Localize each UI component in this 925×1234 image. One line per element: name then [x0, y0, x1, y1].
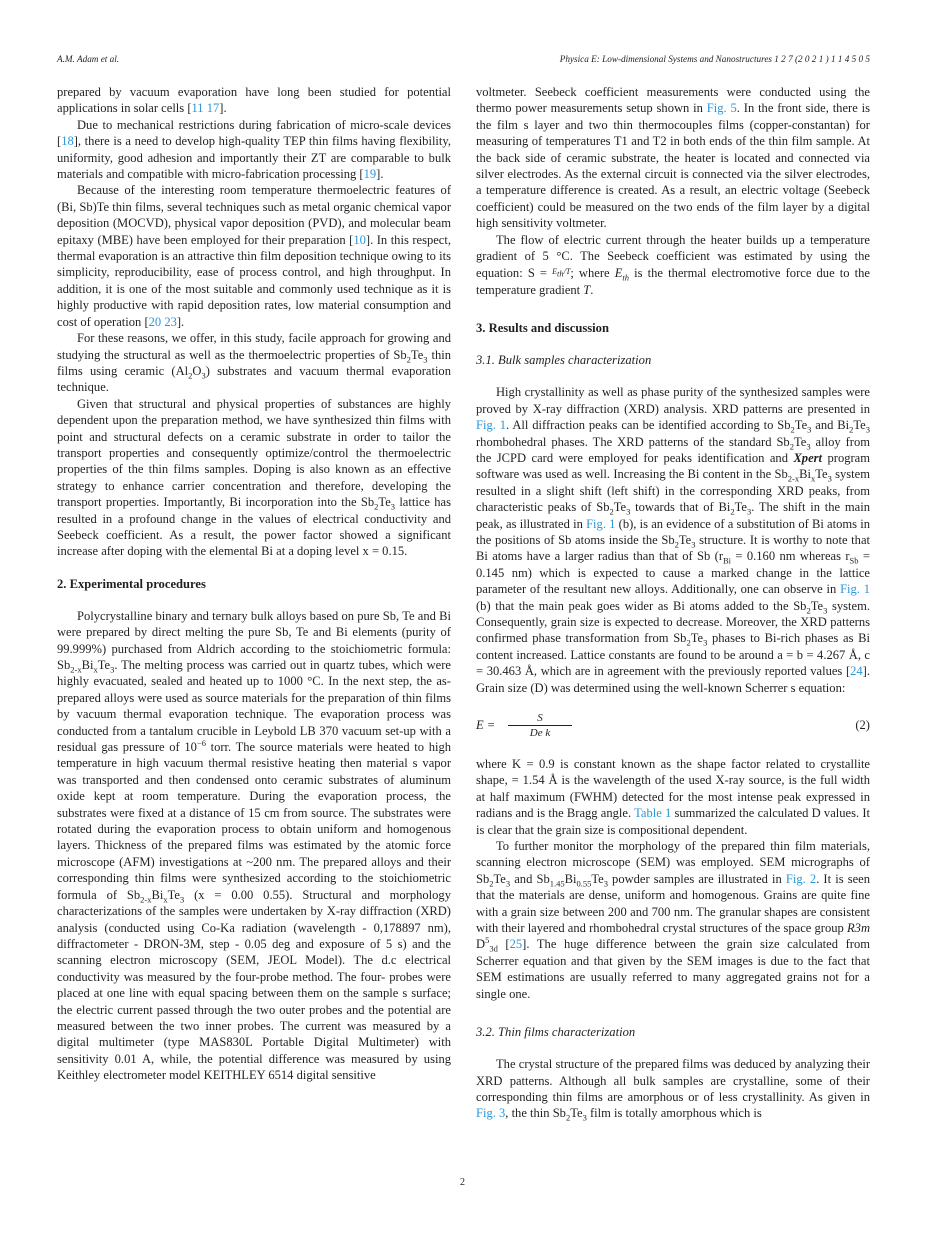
paragraph: Given that structural and physical properties of substances are highly dependent upon the preparation method, we have synthesized thin films with point and structural defects on a ceramic substrate in order to tailor the transport properties and consequently optimize/control the thermoelectric properties of the thin films samples. Doping is also known as an effective strategy to enhance carrier concentration and therefore, developing the transport properties. Importantly, Bi incorporation into the $Sb_2Te_3$ lattice has resulted in a profound change in the values of electrical conductivity and Seebeck coefficient. As a result, the power factor showed a significant increase after doping with the elemental Bi at a doping level x = 0.15.: [57, 396, 451, 559]
citation-link[interactable]: 10: [353, 232, 366, 247]
formula-al2o3: $Al_2O_3$: [175, 363, 206, 381]
formula-sb2te3: $Sb_2Te_3$: [661, 532, 696, 550]
running-header-authors: A.M. Adam et al.: [57, 54, 120, 64]
paragraph: Because of the interesting room temperature thermoelectric features of (Bi, Sb)Te thin films, several techniques such as metal organic chemical vapor deposition (MOCVD), physical vapor deposition (PVD), and molecular beam epitaxy (MBE) have been employed for their preparation [10]. In this respect, thermal evaporation is an attractive thin film deposition technique owing to its simplicity, reproducibility, ease of process control, and high throughput. In addition, it is one of the most suitable and commonly used technique as it is highly productive with rapid deposition rates, low material consumption and cost of operation [20 23].: [57, 183, 451, 329]
citation-link[interactable]: 20 23: [148, 314, 177, 329]
paragraph: The flow of electric current through the heater builds up a temperature gradient of 5 °C. The Seebeck coefficient was estimated by using the equation: S = $^{E_{th}/T}$; where $E_{th}$ is the thermal electromotive force due to the temperature gradient T.: [476, 232, 870, 297]
citation-link[interactable]: 18: [61, 134, 74, 149]
figure-link[interactable]: Fig. 1: [586, 516, 616, 531]
figure-link[interactable]: Fig. 3: [476, 1106, 506, 1121]
equation-fraction: [508, 711, 572, 740]
citation-link[interactable]: 24: [850, 664, 863, 679]
running-header-journal: Physica E: Low-dimensional Systems and Nanostructures 1 2 7 (2 0 2 1 ) 1 1 4 5 0 5: [559, 54, 870, 64]
section-heading: 3. Results and discussion: [476, 321, 609, 336]
section-heading: 2. Experimental procedures: [57, 576, 206, 591]
paragraph: Polycrystalline binary and ternary bulk alloys based on pure Sb, Te and Bi were prepared by direct melting the pure Sb, Te and Bi elements (purity of 99.999%) purchased from Aldrich according to the stoichiometric formula: $Sb_{2-x}Bi_xTe_3$. The melting process was carried out in quartz tubes, which were highly evacuated, sealed and heated up to 1000 °C. In the next step, the as-prepared alloys were used as source materials for the preparation of thin films by vacuum thermal evaporation technique. The evaporation process was conducted from a tantalum crucible in Leybold LB 370 vacuum set-up with a residual gas pressure of $10^{-6}$ torr. The source materials were heated to high temperature in high vacuum thermal resistive heating then material s vapor was transported and then condensed onto ceramic substrates of aluminum oxide kept at room temperature. During the evaporation process, the substrates were fixed at a distance of 15 cm from source. The substrates were rotated during the evaporation process to obtain uniform and homogenous layers. Thickness of the prepared films was estimated by the atomic force microscope (AFM) investigations at ~200 nm. The prepared alloys and their corresponding thin films were synthesized according to the stoichiometric formula of $Sb_{2-x}Bi_xTe_3$ (x = 0.00 0.55). Structural and morphology characterizations of the samples were undertaken by X-ray diffraction (XRD) analysis (conducted using Co-Ka radiation (wavelength - 0,178897 nm), diffractometer - DRON-3M, step - 0.05 deg and exposure of 5 s) and the scanning electron microscopy (SEM, JEOL Model). The d.c electrical conductivity was measured by the four-probe method. The four- probes were placed at one line with equal spacing between them on the sample s surface; the electric current passed through the two outer probes and the potential are measured between the two inner probes. The current was measured by a digital multimeter (type MAS830L Portable Digital Multimeter) with sensitivity 0.01 A, while, the potential difference was measured by using Keithley electrometer model KEITHLEY 6514 digital sensitive: [57, 608, 451, 1083]
inline-fraction: Eth/T: [552, 267, 571, 280]
paragraph: where K = 0.9 is constant known as the shape factor related to crystallite shape, = 1.54 Å is the wavelength of the used X-ray source, is the full width at half maximum (FWHM) detected for the most intense peak expressed in radians and is the Bragg angle. Table 1 summarized the calculated D values. It is clear that the grain size is compositional dependent.: [476, 757, 870, 837]
formula-sb2te3: $Sb_2Te_3$: [596, 500, 631, 517]
equation-number: (2): [855, 717, 870, 732]
formula-sb2te3: $Sb_2Te_3$: [793, 598, 828, 616]
citation-link[interactable]: 25: [509, 937, 523, 952]
formula-sb2te3: $Sb_2Te_3$: [673, 631, 708, 648]
paragraph: High crystallinity as well as phase purity of the synthesized samples were proved by X-ray diffraction (XRD) analysis. XRD patterns are presented in Fig. 1. All diffraction peaks can be identified according to $Sb_2Te_3$ and $Bi_2Te_3$ rhombohedral phases. The XRD patterns of the standard $Sb_2Te_3$ alloy from the JCPD card were employed for peaks identification and Xpert program software was used as well. Increasing the Bi content in the $Sb_{2-x}Bi_xTe_3$ system resulted in a slight shift (left shift) in the corresponding XRD peaks, from characteristic peaks of $Sb_2Te_3$ towards that of $Bi_2Te_3$. The shift in the main peak, as illustrated in Fig. 1 (b), is an evidence of a substitution of Bi atoms in the positions of Sb atoms inside the $Sb_2Te_3$ structure. It is worthy to note that Bi atoms have a larger radius than that of Sb ($r_{Bi} = 0.160$ nm whereas $r_{Sb} = 0.145$ nm) which is expected to cause a marked change in the lattice parameter of the resultant new alloys. Additionally, one can observe in Fig. 1 (b) that the main peak goes wider as Bi atoms added to the $Sb_2Te_3$ system. Consequently, grain size is expected to decrease. Moreover, the XRD patterns confirmed phase transformation from $Sb_2Te_3$ phases to Bi-rich phases as Bi content increased. Lattice constants are found to be around a = b = 4.267 Å, c = 30.463 Å, which are in agreement with the previously reported values [24]. Grain size (D) was determined using the well-known Scherrer s equation:: [476, 385, 871, 695]
left-column: [57, 84, 451, 1084]
equation-lhs: E =: [476, 717, 496, 732]
paragraph: For these reasons, we offer, in this study, facile approach for growing and studying the structural as well as the thermoelectric properties of $Sb_2Te_3$ thin films using ceramic $(Al_2O_3)$ substrates and vacuum thermal evaporation technique.: [57, 331, 451, 395]
formula-sb2-xbixte3: $Sb_{2-x}Bi_xTe_3$: [57, 658, 115, 675]
citation-link[interactable]: 19: [363, 167, 377, 182]
paragraph: Due to mechanical restrictions during fabrication of micro-scale devices [18], there is a need to develop high-quality TEP thin films having flexibility, uniformity, good adhesion and importantly their ZT are comparable to bulk materials and compatible with micro-fabrication processing [19].: [57, 117, 451, 182]
figure-link[interactable]: Fig. 1: [840, 582, 870, 597]
subsection-heading: 3.2. Thin films characterization: [476, 1025, 636, 1040]
equation-denominator: De k: [529, 726, 551, 739]
figure-link[interactable]: Fig. 2: [785, 871, 817, 886]
equation-2: [476, 706, 870, 744]
formula-bi2te3: $Bi_2Te_3$: [837, 418, 870, 435]
formula-sb2-xbixte3: $Sb_{2-x}Bi_xTe_3$: [126, 887, 185, 905]
table-link[interactable]: Table 1: [634, 806, 672, 821]
right-column: [476, 84, 870, 1122]
formula-sb2te3: $Sb_2Te_3$: [393, 347, 428, 364]
paragraph: voltmeter. Seebeck coefficient measurements were conducted using the thermo power measurements setup shown in Fig. 5. In the front side, there is the film s layer and two thin thermocouples films (copper-constantan) for measuring of temperatures T1 and T2 in both ends of the thin film sample. At the back side of ceramic substrate, the heater is located and connected via silver electrodes. As the external circuit is connected via the silver electrodes, a temperature difference is created. As a result, an electric voltage (Seebeck coefficient) could be measured on the two ends of the film layer by a digital high sensitivity voltmeter.: [476, 85, 870, 231]
formula-sb2te3: $Sb_2Te_3$: [776, 434, 811, 451]
figure-link[interactable]: Fig. 1: [476, 418, 507, 433]
subsection-heading: 3.1. Bulk samples characterization: [476, 353, 652, 368]
paragraph: To further monitor the morphology of the prepared thin film materials, scanning electron microscope (SEM) was employed. SEM micrographs of $Sb_2Te_3$ and $Sb_{1.45}Bi_{0.55}Te_3$ powder samples are illustrated in Fig. 2. It is seen that the materials are dense, uniform and homogenous. Grains are quite fine with a grain size between 200 and 700 nm. The granular shapes are consistent with their layered and rhombohedral crystal structures of the space group R3m $D^5_{3d}$ [25]. The huge difference between the grain size calculated from Scherrer equation and that given by the SEM images is due to the fact that SEM estimations are usually referred to many aggregated grains not for a single one.: [476, 839, 871, 1001]
paragraph: prepared by vacuum evaporation have long been studied for potential applications in solar cells [11 17].: [57, 85, 451, 116]
figure-link[interactable]: Fig. 5: [706, 101, 737, 116]
equation-numerator: S: [508, 711, 572, 726]
formula-sb2-xbixte3: $Sb_{2-x}Bi_xTe_3$: [774, 467, 832, 484]
paragraph: The crystal structure of the prepared films was deduced by analyzing their XRD patterns. Although all bulk samples are crystalline, some of their corresponding thin films are amorphous or of less crystallinity. As given in Fig. 3, the thin $Sb_2Te_3$ film is totally amorphous which is: [476, 1057, 870, 1123]
formula-sb2te3: $Sb_2Te_3$: [777, 418, 812, 435]
formula-sb2te3: $Sb_2Te_3$: [360, 495, 396, 512]
formula-sb2te3: $Sb_2Te_3$: [552, 1106, 587, 1123]
formula-sb2te3: $Sb_2Te_3$: [476, 871, 511, 889]
page-number: 2: [460, 1177, 465, 1188]
formula-bi2te3: $Bi_2Te_3$: [718, 500, 752, 517]
citation-link[interactable]: 11 17: [191, 101, 220, 116]
